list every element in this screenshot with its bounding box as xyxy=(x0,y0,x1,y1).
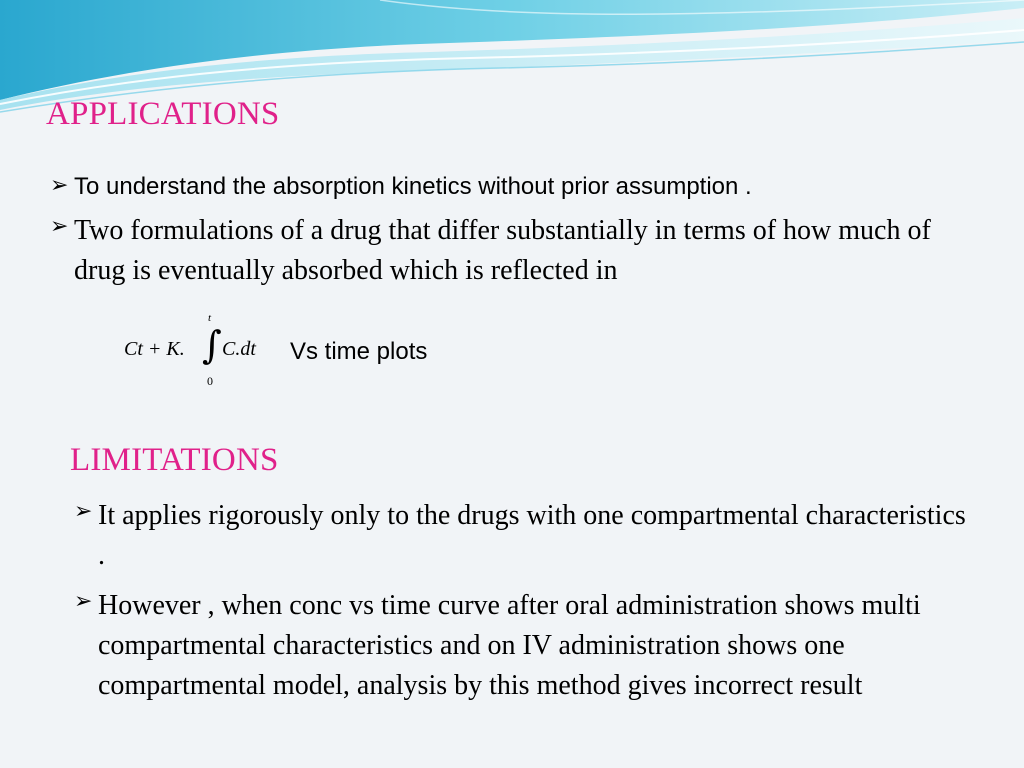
formula-left-term: Ct + K. xyxy=(124,338,185,360)
applications-heading: APPLICATIONS xyxy=(46,96,280,132)
formula-upper-limit: t xyxy=(208,312,212,324)
applications-bullet-1 xyxy=(50,170,1000,204)
bullet-text: To understand the absorption kinetics without prior assumption . xyxy=(74,173,752,200)
arrow-bullet-icon: ➢ xyxy=(50,214,69,239)
bullet-text: Two formulations of a drug that differ substantially in terms of how much of drug is eventually absorbed which is reflected in xyxy=(74,215,931,286)
bullet-text: It applies rigorously only to the drugs with one compartmental characteristics . xyxy=(98,500,966,571)
arrow-bullet-icon: ➢ xyxy=(74,589,93,614)
arrow-bullet-icon: ➢ xyxy=(50,173,69,198)
bullet-text: However , when conc vs time curve after oral administration shows multi compartmental characteristics and on IV administration shows one compartmental model, analysis by this method gives incorrect result xyxy=(98,590,921,701)
limitations-bullet-1 xyxy=(74,496,974,576)
formula-lower-limit: 0 xyxy=(207,374,213,388)
arrow-bullet-icon: ➢ xyxy=(74,499,93,524)
limitations-heading: LIMITATIONS xyxy=(70,442,279,478)
applications-bullet-2 xyxy=(50,211,950,291)
formula-suffix-text: Vs time plots xyxy=(290,338,428,365)
integral-formula xyxy=(124,312,284,392)
limitations-bullet-2 xyxy=(74,586,954,706)
formula-integrand: C.dt xyxy=(222,338,256,360)
integral-sign-icon: ∫ xyxy=(202,323,222,367)
